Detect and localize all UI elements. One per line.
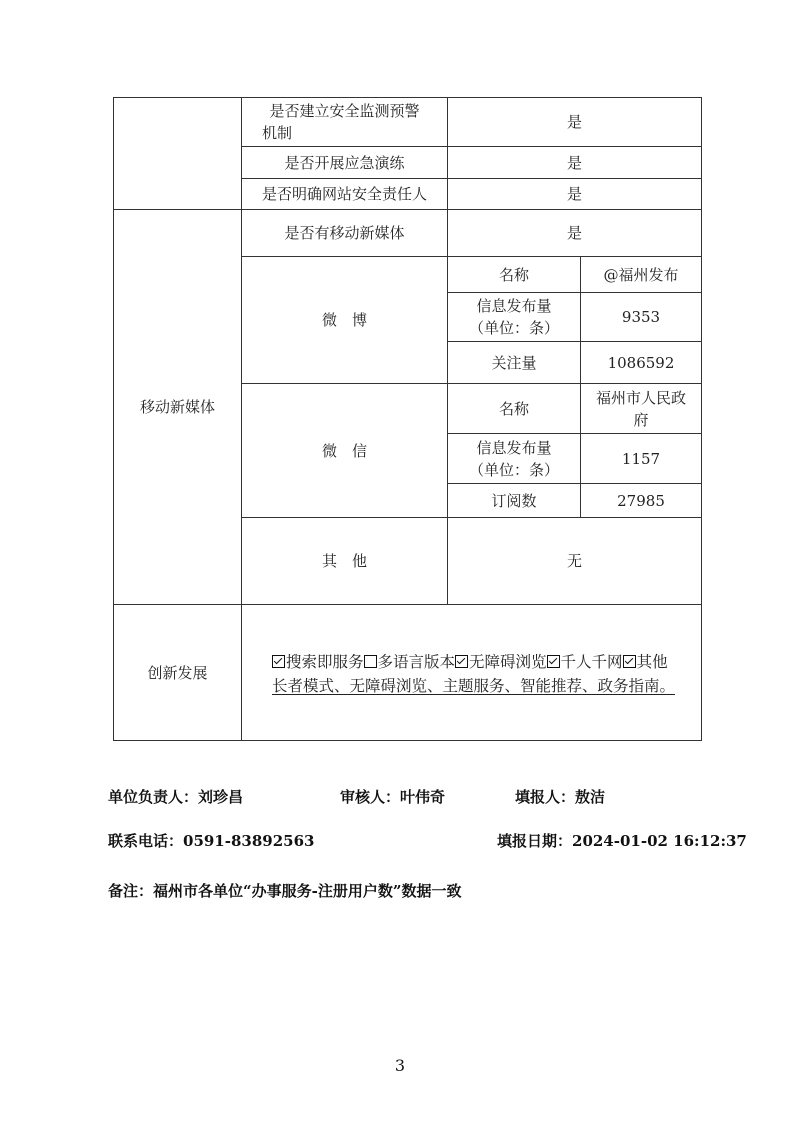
weibo-followers-value: 1086592: [607, 353, 675, 372]
wechat-name-value-line1: 福州市人民政: [595, 388, 686, 407]
security-monitoring-label-line1: 是否建立安全监测预警: [269, 102, 420, 120]
reviewer: 审核人：叶伟奇: [340, 788, 446, 806]
other-media-value: 无: [566, 552, 582, 570]
innovation-section-label: 创新发展: [147, 663, 208, 682]
weibo-followers-label: 关注量: [491, 353, 537, 372]
weibo-posts-label-line2: （单位：条）: [468, 319, 559, 337]
weibo-posts-label: [448, 293, 580, 341]
security-monitoring-value: 是: [566, 113, 582, 131]
emergency-drill-value: 是: [566, 153, 582, 172]
option-multilingual: 多语言版本: [377, 653, 456, 671]
option-accessibility: 无障碍浏览: [469, 653, 547, 671]
option-personalized: 千人千网: [560, 653, 623, 671]
wechat-posts-label-line1: 信息发布量: [476, 438, 552, 457]
wechat-subs-value: 27985: [617, 491, 665, 510]
wechat-posts-value: 1157: [621, 449, 661, 468]
weibo-label: 微 博: [321, 311, 367, 329]
innovation-options-line: [272, 650, 697, 674]
note: 备注：福州市各单位“办事服务-注册用户数”数据一致: [108, 882, 462, 900]
weibo-posts-label-line1: 信息发布量: [476, 297, 552, 315]
wechat-posts-label-line2: （单位：条）: [468, 460, 559, 479]
weibo-posts-value: 9353: [621, 308, 661, 326]
checkbox-search-service[interactable]: [272, 655, 285, 668]
checkbox-accessibility[interactable]: [455, 655, 468, 668]
security-monitoring-label: [242, 98, 447, 146]
security-owner-value: 是: [566, 185, 582, 203]
media-section-label: 移动新媒体: [139, 398, 215, 416]
unit-head: 单位负责人：刘珍昌: [108, 788, 244, 806]
wechat-name-value-line2: 府: [633, 410, 649, 429]
weibo-name-label: 名称: [498, 265, 529, 284]
option-search-service: 搜索即服务: [286, 653, 364, 671]
filler: 填报人：敖洁: [515, 788, 606, 806]
wechat-label: 微 信: [321, 441, 367, 460]
emergency-drill-label: 是否开展应急演练: [284, 153, 405, 172]
wechat-name-value: [581, 384, 701, 433]
innovation-options: [272, 650, 697, 698]
checkbox-other[interactable]: [623, 655, 636, 668]
has-media-value: 是: [566, 224, 582, 242]
fill-date: 填报日期：2024-01-02 16:12:37: [497, 832, 747, 850]
contact-phone: 联系电话：0591-83892563: [108, 832, 315, 850]
checkbox-multilingual[interactable]: [364, 655, 377, 668]
innovation-other-detail: 长者模式、无障碍浏览、主题服务、智能推荐、政务指南。: [272, 677, 676, 695]
has-media-label: 是否有移动新媒体: [284, 224, 405, 242]
wechat-name-label: 名称: [498, 399, 529, 418]
checkbox-personalized[interactable]: [547, 655, 560, 668]
weibo-name-value: @福州发布: [603, 265, 679, 284]
security-monitoring-label-line2: 机制: [262, 124, 293, 142]
wechat-posts-label: [448, 434, 580, 483]
option-other: 其他: [636, 653, 668, 671]
other-media-label: 其 他: [321, 552, 367, 570]
page-number: 3: [394, 1056, 406, 1075]
security-owner-label: 是否明确网站安全责任人: [261, 185, 427, 203]
wechat-subs-label: 订阅数: [491, 491, 537, 510]
